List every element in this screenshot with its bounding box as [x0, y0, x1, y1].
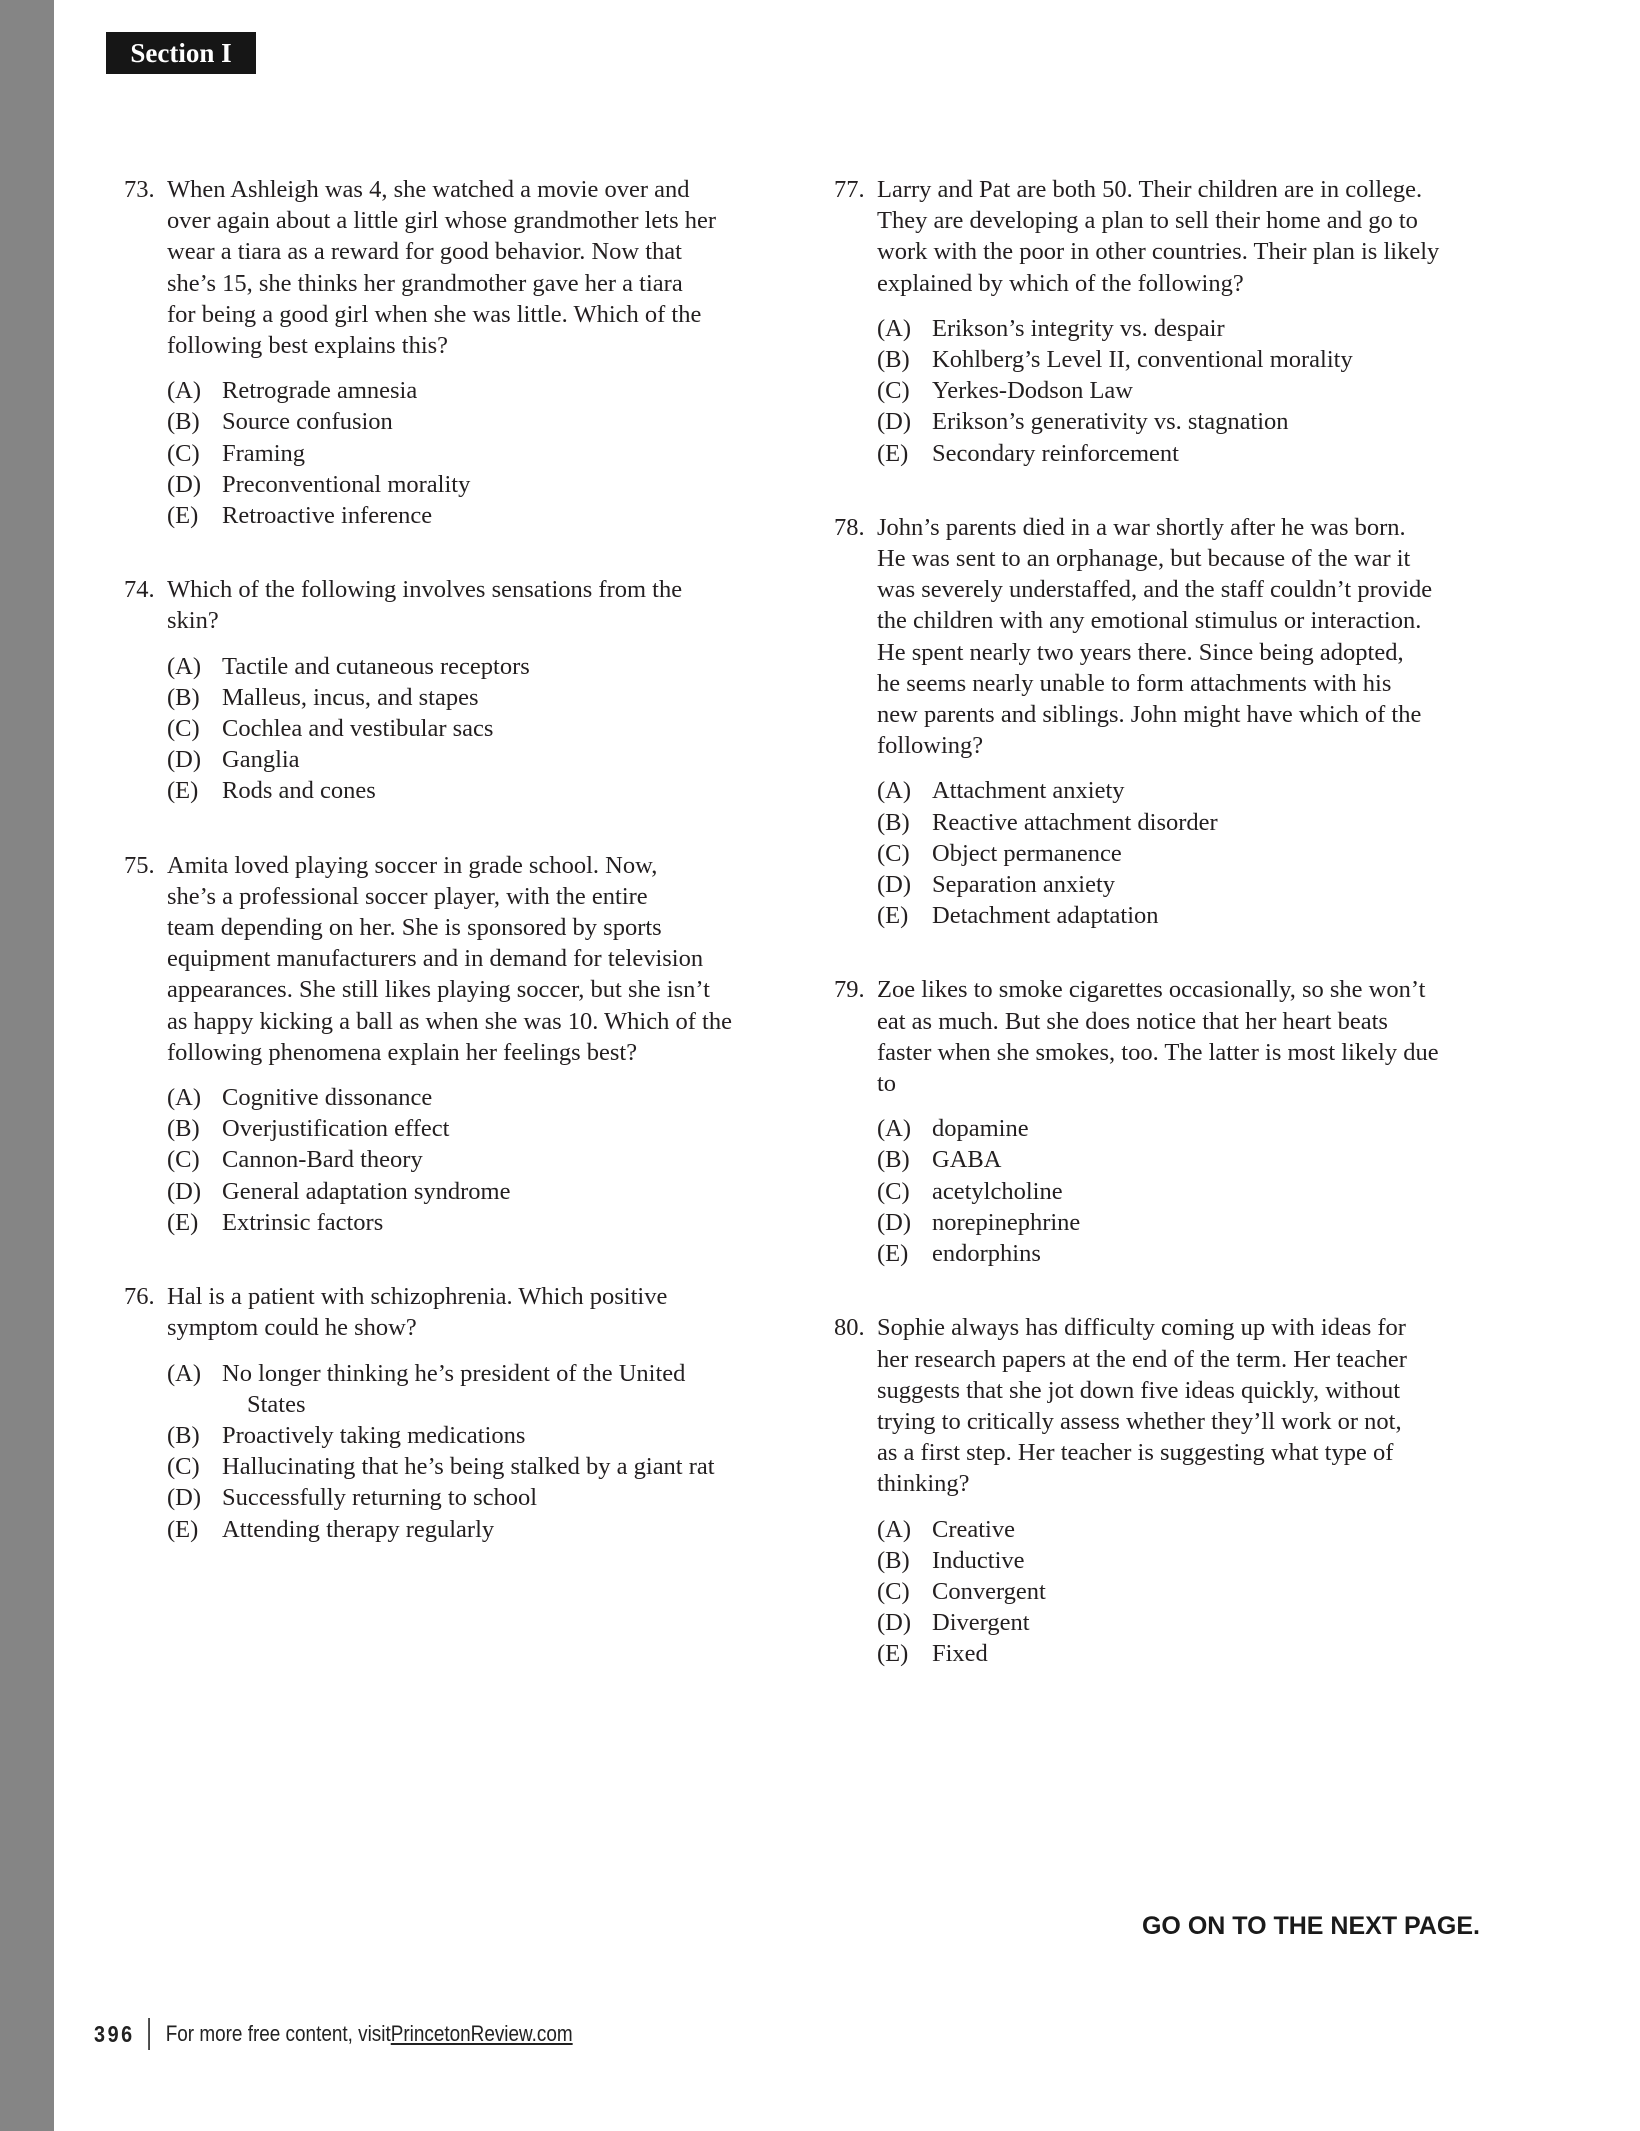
choice-text: Preconventional morality — [222, 470, 471, 498]
choice-text: Ganglia — [222, 746, 300, 774]
choice-text: Overjustification effect — [222, 1115, 450, 1143]
choice-text: Retrograde amnesia — [222, 377, 418, 405]
answer-choice[interactable] — [167, 438, 764, 469]
princeton-review-link[interactable]: PrincetonReview.com — [390, 2021, 573, 2046]
choice-text: Attending therapy regularly — [222, 1515, 495, 1543]
answer-choice[interactable] — [167, 375, 764, 406]
answer-choice[interactable] — [877, 1176, 1474, 1207]
question-number: 78. — [834, 513, 865, 541]
choice-letter: (D) — [877, 408, 912, 436]
choice-letter: (B) — [167, 683, 200, 711]
answer-choice[interactable] — [877, 1113, 1474, 1144]
choice-letter: (B) — [167, 408, 200, 436]
answer-choice[interactable] — [167, 1420, 764, 1451]
question-spacer — [124, 1238, 764, 1281]
question-text-line: faster when she smokes, too. The latter is most likely due — [877, 1038, 1439, 1066]
question-text-line: When Ashleigh was 4, she watched a movie over and — [167, 176, 690, 203]
choice-text: Framing — [222, 439, 306, 467]
answer-choices — [877, 775, 1474, 931]
answer-choice[interactable] — [167, 1451, 764, 1482]
answer-choice[interactable] — [877, 406, 1474, 437]
answer-choice[interactable] — [877, 1514, 1474, 1545]
choice-text: Attachment anxiety — [932, 777, 1125, 805]
choice-letter: (A) — [877, 314, 912, 342]
question-stem — [167, 574, 764, 636]
answer-choices — [167, 1082, 764, 1238]
answer-choice[interactable] — [167, 1113, 764, 1144]
choice-letter: (E) — [877, 1240, 909, 1268]
question-number: 75. — [124, 851, 155, 879]
question-text-line: equipment manufacturers and in demand for television — [167, 945, 704, 973]
choice-text: Fixed — [932, 1640, 988, 1668]
answer-choice[interactable] — [167, 1082, 764, 1113]
question-text-line: wear a tiara as a reward for good behavior. Now that — [167, 238, 682, 266]
question-number: 74. — [124, 576, 155, 604]
question-text-line: following phenomena explain her feelings best? — [167, 1038, 638, 1066]
question-text-line: John’s parents died in a war shortly after he was born. — [877, 513, 1406, 541]
answer-choice[interactable] — [877, 775, 1474, 806]
question-text-line: her research papers at the end of the term. Her teacher — [877, 1345, 1407, 1373]
question-spacer — [124, 807, 764, 850]
question-text-line: for being a good girl when she was little. Which of the — [167, 300, 702, 328]
question-text-line: following best explains this? — [167, 332, 449, 360]
choice-text: Reactive attachment disorder — [932, 808, 1218, 836]
answer-choice[interactable] — [167, 651, 764, 682]
question-text-line: following? — [877, 732, 984, 760]
question-text-line: Hal is a patient with schizophrenia. Which positive — [167, 1283, 668, 1311]
choice-letter: (E) — [167, 777, 199, 805]
question-text-line: Which of the following involves sensations from the — [167, 576, 683, 604]
question-text-line: He was sent to an orphanage, but because of the war it — [877, 545, 1411, 573]
choice-text: Successfully returning to school — [222, 1484, 538, 1512]
choice-letter: (C) — [877, 839, 910, 867]
question-text-line: Sophie always has difficulty coming up with ideas for — [877, 1314, 1406, 1342]
choice-text-continuation: States — [247, 1390, 306, 1418]
choice-text: Cochlea and vestibular sacs — [222, 715, 494, 743]
page-footer — [94, 2018, 573, 2050]
answer-choice[interactable] — [167, 1514, 764, 1545]
choice-letter: (C) — [167, 1146, 200, 1174]
answer-choice[interactable] — [167, 775, 764, 806]
questions-column-left — [124, 174, 764, 1545]
question-text-line: symptom could he show? — [167, 1314, 417, 1342]
question-stem — [167, 1281, 764, 1343]
choice-text: dopamine — [932, 1115, 1029, 1143]
choice-letter: (E) — [877, 902, 909, 930]
choice-letter: (D) — [877, 871, 912, 899]
choice-letter: (C) — [877, 1577, 910, 1605]
choice-letter: (A) — [167, 652, 202, 680]
answer-choice[interactable] — [877, 1576, 1474, 1607]
question-text-line: trying to critically assess whether they’ll work or not, — [877, 1407, 1402, 1435]
question — [124, 1281, 764, 1545]
answer-choice[interactable] — [877, 900, 1474, 931]
choice-text: Secondary reinforcement — [932, 439, 1179, 467]
question-number: 80. — [834, 1314, 865, 1342]
question-number: 77. — [834, 176, 865, 203]
question-text-line: skin? — [167, 607, 219, 635]
answer-choice[interactable] — [167, 406, 764, 437]
answer-choices — [167, 651, 764, 807]
choice-text: endorphins — [932, 1240, 1041, 1268]
question-spacer — [124, 531, 764, 574]
question-text-line: appearances. She still likes playing soccer, but she isn’t — [167, 976, 710, 1004]
choice-letter: (E) — [167, 1515, 199, 1543]
answer-choice[interactable] — [877, 1638, 1474, 1669]
question-text-line: new parents and siblings. John might have which of the — [877, 701, 1422, 729]
answer-choices — [877, 1514, 1474, 1670]
choice-letter: (D) — [167, 1484, 202, 1512]
answer-choice[interactable] — [167, 1144, 764, 1175]
answer-choice[interactable] — [167, 500, 764, 531]
choice-letter: (B) — [877, 346, 910, 374]
choice-text: Retroactive inference — [222, 502, 433, 530]
choice-letter: (D) — [167, 1177, 202, 1205]
choice-text: Detachment adaptation — [932, 902, 1159, 930]
question-text-line: he seems nearly unable to form attachments with his — [877, 669, 1392, 697]
choice-letter: (B) — [877, 808, 910, 836]
choice-letter: (E) — [167, 1208, 199, 1236]
question-text-line: Amita loved playing soccer in grade school. Now, — [167, 851, 658, 879]
answer-choice[interactable] — [877, 838, 1474, 869]
question-text-line: They are developing a plan to sell their home and go to — [877, 207, 1418, 235]
answer-choice[interactable] — [877, 438, 1474, 469]
choice-letter: (A) — [877, 1515, 912, 1543]
choice-letter: (E) — [167, 502, 199, 530]
choice-letter: (D) — [167, 746, 202, 774]
answer-choice[interactable] — [877, 375, 1474, 406]
answer-choice[interactable] — [877, 1144, 1474, 1175]
question-text-line: was severely understaffed, and the staff couldn’t provide — [877, 576, 1433, 604]
choice-letter: (A) — [877, 777, 912, 805]
question-stem — [877, 1312, 1474, 1499]
next-page-notice: GO ON TO THE NEXT PAGE. — [1141, 1912, 1480, 1940]
question-stem — [167, 174, 764, 361]
answer-choice[interactable] — [877, 1238, 1474, 1269]
choice-letter: (A) — [167, 1359, 202, 1387]
question-text-line: over again about a little girl whose grandmother lets her — [167, 207, 717, 235]
answer-choices — [877, 1113, 1474, 1269]
choice-text: Proactively taking medications — [222, 1421, 526, 1449]
question-stem — [877, 174, 1474, 299]
choice-text: Kohlberg’s Level II, conventional morality — [932, 346, 1353, 374]
choice-letter: (D) — [167, 470, 202, 498]
choice-letter: (B) — [877, 1546, 910, 1574]
choice-letter: (B) — [877, 1146, 910, 1174]
question — [124, 850, 764, 1238]
choice-text: Divergent — [932, 1609, 1030, 1637]
answer-choices — [877, 313, 1474, 469]
question-stem — [877, 512, 1474, 762]
answer-choice[interactable] — [167, 1207, 764, 1238]
choice-text: Inductive — [932, 1546, 1025, 1574]
choice-text: Creative — [932, 1515, 1015, 1543]
question-text-line: as happy kicking a ball as when she was 10. Which of the — [167, 1007, 732, 1035]
choice-letter: (B) — [167, 1115, 200, 1143]
question-text-line: she’s a professional soccer player, with the entire — [167, 882, 648, 910]
question-text-line: Larry and Pat are both 50. Their children are in college. — [877, 176, 1423, 203]
question-stem — [877, 974, 1474, 1099]
question-text-line: work with the poor in other countries. Their plan is likely — [877, 238, 1440, 266]
question-text-line: the children with any emotional stimulus or interaction. — [877, 607, 1422, 635]
answer-choice[interactable] — [167, 1176, 764, 1207]
answer-choice[interactable] — [877, 344, 1474, 375]
section-label: Section I — [106, 32, 256, 74]
question-text-line: thinking? — [877, 1470, 970, 1498]
answer-choice[interactable] — [877, 869, 1474, 900]
questions-column-right — [834, 174, 1474, 1670]
choice-letter: (A) — [877, 1115, 912, 1143]
question-spacer — [834, 469, 1474, 512]
footer-text: For more free content, visit — [165, 2021, 391, 2046]
choice-text: Convergent — [932, 1577, 1046, 1605]
answer-choices — [167, 1358, 764, 1545]
choice-text: Cannon-Bard theory — [222, 1146, 423, 1174]
question-number: 79. — [834, 976, 865, 1004]
choice-text: Separation anxiety — [932, 871, 1116, 899]
answer-choice[interactable] — [877, 807, 1474, 838]
choice-letter: (C) — [167, 439, 200, 467]
question-text-line: eat as much. But she does notice that her heart beats — [877, 1007, 1388, 1035]
answer-choice[interactable] — [167, 713, 764, 744]
choice-text: Source confusion — [222, 408, 393, 436]
page-number: 396 — [94, 2020, 135, 2047]
choice-text: Yerkes-Dodson Law — [932, 377, 1133, 405]
choice-text: Extrinsic factors — [222, 1208, 384, 1236]
choice-letter: (D) — [877, 1609, 912, 1637]
choice-text: acetylcholine — [932, 1177, 1063, 1205]
answer-choice[interactable] — [877, 1207, 1474, 1238]
question-text-line: team depending on her. She is sponsored by sports — [167, 914, 662, 942]
question-text-line: Zoe likes to smoke cigarettes occasionally, so she won’t — [877, 976, 1426, 1004]
choice-letter: (C) — [167, 715, 200, 743]
answer-choice[interactable] — [167, 1482, 764, 1513]
choice-letter: (A) — [167, 377, 202, 405]
question-text-line: He spent nearly two years there. Since being adopted, — [877, 638, 1404, 666]
answer-choice[interactable] — [877, 1607, 1474, 1638]
question-text-line: explained by which of the following? — [877, 269, 1244, 297]
choice-text: Hallucinating that he’s being stalked by a giant rat — [222, 1453, 715, 1481]
choice-letter: (B) — [167, 1421, 200, 1449]
choice-text: General adaptation syndrome — [222, 1177, 511, 1205]
choice-letter: (C) — [877, 377, 910, 405]
question-spacer — [834, 1269, 1474, 1312]
choice-letter: (A) — [167, 1084, 202, 1112]
answer-choice[interactable] — [167, 469, 764, 500]
footer-divider — [149, 2018, 151, 2050]
answer-choices — [167, 375, 764, 531]
choice-text: norepinephrine — [932, 1208, 1081, 1236]
question-text-line: as a first step. Her teacher is suggesting what type of — [877, 1439, 1394, 1467]
choice-text: Erikson’s generativity vs. stagnation — [932, 408, 1289, 436]
choice-letter: (C) — [877, 1177, 910, 1205]
answer-choice[interactable] — [167, 744, 764, 775]
choice-text: No longer thinking he’s president of the United — [222, 1359, 686, 1387]
choice-letter: (E) — [877, 439, 909, 467]
choice-letter: (D) — [877, 1208, 912, 1236]
choice-text: Object permanence — [932, 839, 1122, 867]
choice-text: Tactile and cutaneous receptors — [222, 652, 530, 680]
choice-letter: (C) — [167, 1453, 200, 1481]
choice-text: Rods and cones — [222, 777, 376, 805]
page-edge-bar — [0, 0, 54, 2131]
question — [124, 574, 764, 806]
question — [834, 1312, 1474, 1669]
question-number: 76. — [124, 1283, 155, 1311]
choice-text: GABA — [932, 1146, 1002, 1174]
choice-letter: (E) — [877, 1640, 909, 1668]
question — [834, 174, 1474, 469]
answer-choice[interactable] — [167, 682, 764, 713]
question-text-line: to — [877, 1070, 897, 1098]
question-spacer — [834, 931, 1474, 974]
choice-text: Erikson’s integrity vs. despair — [932, 314, 1225, 342]
question-stem — [167, 850, 764, 1068]
question — [124, 174, 764, 531]
question-text-line: suggests that she jot down five ideas quickly, without — [877, 1376, 1401, 1404]
choice-text: Malleus, incus, and stapes — [222, 683, 479, 711]
answer-choice[interactable] — [877, 1545, 1474, 1576]
question — [834, 512, 1474, 932]
question-number: 73. — [124, 176, 155, 203]
question — [834, 974, 1474, 1269]
answer-choice[interactable] — [167, 1358, 764, 1389]
answer-choice[interactable] — [877, 313, 1474, 344]
question-text-line: she’s 15, she thinks her grandmother gave her a tiara — [167, 269, 683, 297]
choice-text: Cognitive dissonance — [222, 1084, 433, 1112]
